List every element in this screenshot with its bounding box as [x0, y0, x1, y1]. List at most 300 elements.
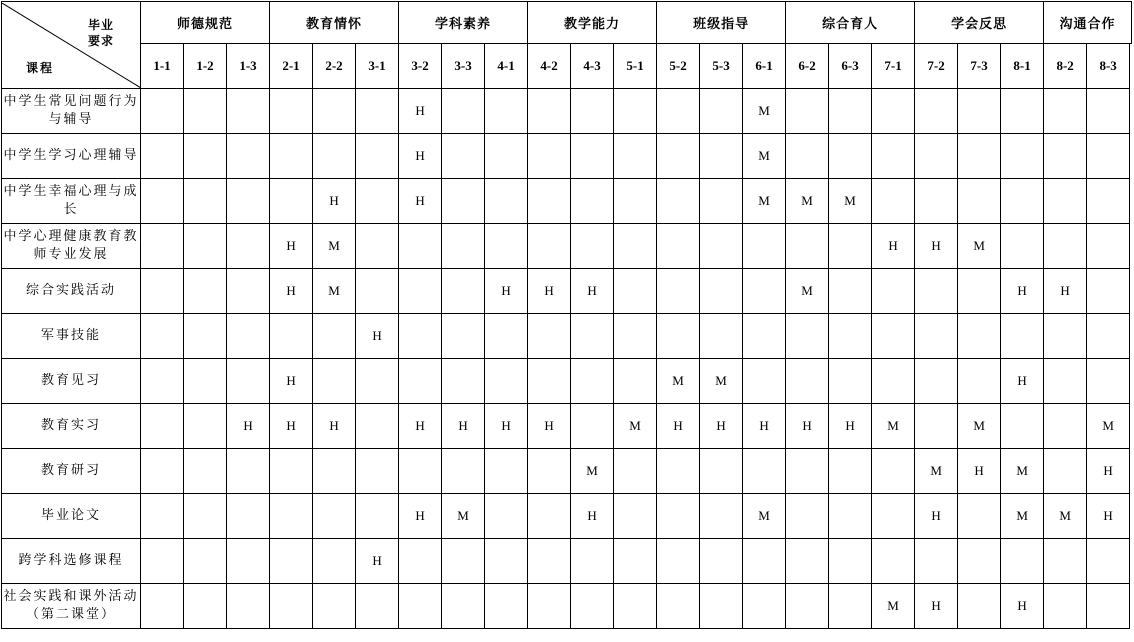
course-name-cell: 军事技能 — [2, 314, 141, 359]
support-level-cell — [872, 269, 915, 314]
group-header-5: 班级指导 — [657, 2, 786, 44]
support-level-cell — [184, 539, 227, 584]
support-level-cell: H — [270, 224, 313, 269]
support-level-cell — [227, 584, 270, 629]
support-level-cell — [141, 269, 184, 314]
support-level-cell: M — [313, 224, 356, 269]
subcolumn-header-6-3: 6-3 — [829, 44, 872, 89]
table-row — [2, 359, 1132, 404]
support-level-cell — [829, 539, 872, 584]
support-level-cell — [872, 449, 915, 494]
support-level-cell — [270, 449, 313, 494]
support-level-cell — [442, 449, 485, 494]
support-level-cell — [528, 359, 571, 404]
table-row — [2, 449, 1132, 494]
support-level-cell — [399, 269, 442, 314]
support-level-cell — [1001, 404, 1044, 449]
support-level-cell — [743, 539, 786, 584]
subcolumn-header-7-1: 7-1 — [872, 44, 915, 89]
support-level-cell — [743, 359, 786, 404]
support-level-cell — [184, 449, 227, 494]
support-level-cell — [700, 89, 743, 134]
support-level-cell — [1001, 539, 1044, 584]
table-row — [2, 269, 1132, 314]
header-subcolumn-row — [2, 44, 1132, 89]
support-level-cell — [614, 269, 657, 314]
group-header-6: 综合育人 — [786, 2, 915, 44]
support-level-cell — [227, 539, 270, 584]
support-level-cell — [657, 179, 700, 224]
support-level-cell — [485, 134, 528, 179]
support-level-cell — [485, 539, 528, 584]
subcolumn-header-1-1: 1-1 — [141, 44, 184, 89]
support-level-cell — [1087, 179, 1130, 224]
support-level-cell — [700, 179, 743, 224]
subcolumn-header-5-3: 5-3 — [700, 44, 743, 89]
support-level-cell — [872, 179, 915, 224]
support-level-cell — [227, 269, 270, 314]
support-level-cell — [313, 494, 356, 539]
support-level-cell: M — [872, 584, 915, 629]
support-level-cell — [356, 179, 399, 224]
support-level-cell — [872, 539, 915, 584]
table-row — [2, 224, 1132, 269]
group-header-8: 沟通合作 — [1044, 2, 1132, 44]
support-level-cell — [657, 449, 700, 494]
support-level-cell — [786, 449, 829, 494]
support-level-cell: H — [313, 179, 356, 224]
subcolumn-header-8-2: 8-2 — [1044, 44, 1087, 89]
support-level-cell — [915, 404, 958, 449]
support-level-cell: H — [958, 449, 1001, 494]
support-level-cell: M — [614, 404, 657, 449]
support-level-cell — [786, 359, 829, 404]
support-level-cell: H — [442, 404, 485, 449]
support-level-cell: M — [743, 89, 786, 134]
support-level-cell — [399, 359, 442, 404]
course-name-cell: 社会实践和课外活动（第二课堂） — [2, 584, 141, 629]
subcolumn-header-8-3: 8-3 — [1087, 44, 1130, 89]
support-level-cell — [141, 224, 184, 269]
support-level-cell — [1001, 134, 1044, 179]
course-name-cell: 中学心理健康教育教师专业发展 — [2, 224, 141, 269]
support-level-cell — [528, 314, 571, 359]
support-level-cell — [485, 89, 528, 134]
support-level-cell — [614, 449, 657, 494]
subcolumn-header-2-1: 2-1 — [270, 44, 313, 89]
subcolumn-header-4-3: 4-3 — [571, 44, 614, 89]
support-level-cell — [141, 404, 184, 449]
support-level-cell — [786, 494, 829, 539]
support-level-cell: H — [1087, 449, 1130, 494]
support-level-cell — [700, 269, 743, 314]
support-level-cell — [1001, 89, 1044, 134]
support-level-cell — [614, 224, 657, 269]
support-level-cell: M — [571, 449, 614, 494]
support-level-cell — [141, 314, 184, 359]
support-level-cell: M — [915, 449, 958, 494]
support-level-cell — [184, 314, 227, 359]
support-level-cell — [313, 314, 356, 359]
support-level-cell — [313, 449, 356, 494]
support-level-cell — [743, 224, 786, 269]
support-level-cell — [442, 179, 485, 224]
header-group-row — [2, 2, 1132, 44]
support-level-cell — [915, 359, 958, 404]
support-level-cell — [614, 494, 657, 539]
corner-header-cell — [2, 2, 141, 89]
support-level-cell: M — [743, 179, 786, 224]
support-level-cell — [184, 269, 227, 314]
support-level-cell: M — [829, 179, 872, 224]
course-name-cell: 教育研习 — [2, 449, 141, 494]
support-level-cell — [313, 584, 356, 629]
subcolumn-header-6-2: 6-2 — [786, 44, 829, 89]
support-level-cell — [528, 449, 571, 494]
support-level-cell — [528, 584, 571, 629]
support-level-cell: H — [399, 89, 442, 134]
support-level-cell — [700, 494, 743, 539]
course-name-cell: 跨学科选修课程 — [2, 539, 141, 584]
support-level-cell — [1087, 269, 1130, 314]
support-level-cell — [571, 89, 614, 134]
support-level-cell: M — [958, 224, 1001, 269]
course-name-cell: 综合实践活动 — [2, 269, 141, 314]
support-level-cell — [872, 134, 915, 179]
support-level-cell — [614, 359, 657, 404]
support-level-cell — [614, 89, 657, 134]
support-level-cell: M — [1087, 404, 1130, 449]
support-level-cell — [1001, 179, 1044, 224]
support-level-cell: H — [829, 404, 872, 449]
support-level-cell — [1044, 179, 1087, 224]
support-level-cell — [786, 584, 829, 629]
support-level-cell — [399, 314, 442, 359]
support-level-cell: H — [270, 359, 313, 404]
support-level-cell — [657, 134, 700, 179]
support-level-cell — [184, 584, 227, 629]
course-name-cell: 教育见习 — [2, 359, 141, 404]
support-level-cell — [270, 584, 313, 629]
support-level-cell — [743, 584, 786, 629]
support-level-cell: H — [1001, 359, 1044, 404]
support-level-cell — [571, 539, 614, 584]
support-level-cell — [958, 269, 1001, 314]
subcolumn-header-3-3: 3-3 — [442, 44, 485, 89]
support-level-cell — [1044, 134, 1087, 179]
support-level-cell — [313, 539, 356, 584]
support-level-cell — [141, 179, 184, 224]
support-level-cell — [786, 134, 829, 179]
support-level-cell: M — [1044, 494, 1087, 539]
support-level-cell — [1087, 584, 1130, 629]
support-level-cell — [571, 179, 614, 224]
support-level-cell — [700, 314, 743, 359]
support-level-cell — [915, 314, 958, 359]
support-level-cell — [700, 224, 743, 269]
table-row — [2, 494, 1132, 539]
support-level-cell — [313, 89, 356, 134]
subcolumn-header-3-2: 3-2 — [399, 44, 442, 89]
support-level-cell — [1087, 224, 1130, 269]
support-level-cell — [829, 584, 872, 629]
support-level-cell: H — [399, 134, 442, 179]
support-level-cell — [915, 134, 958, 179]
support-level-cell — [270, 89, 313, 134]
support-level-cell: M — [313, 269, 356, 314]
corner-diagonal-line — [2, 3, 141, 88]
support-level-cell — [485, 359, 528, 404]
support-level-cell — [571, 404, 614, 449]
subcolumn-header-6-1: 6-1 — [743, 44, 786, 89]
support-level-cell — [700, 584, 743, 629]
support-level-cell — [829, 134, 872, 179]
support-level-cell — [1044, 449, 1087, 494]
support-level-cell — [1001, 224, 1044, 269]
support-level-cell — [1044, 359, 1087, 404]
subcolumn-header-5-2: 5-2 — [657, 44, 700, 89]
support-level-cell — [1044, 224, 1087, 269]
support-level-cell — [270, 134, 313, 179]
course-name-cell: 教育实习 — [2, 404, 141, 449]
support-level-cell — [485, 494, 528, 539]
group-header-1: 师德规范 — [141, 2, 270, 44]
support-level-cell — [141, 359, 184, 404]
support-level-cell — [872, 89, 915, 134]
support-level-cell — [743, 449, 786, 494]
support-level-cell — [485, 314, 528, 359]
course-name-cell: 中学生学习心理辅导 — [2, 134, 141, 179]
support-level-cell — [442, 359, 485, 404]
support-level-cell: M — [743, 134, 786, 179]
support-level-cell — [485, 449, 528, 494]
support-level-cell — [1044, 584, 1087, 629]
support-level-cell — [184, 359, 227, 404]
support-level-cell: H — [528, 404, 571, 449]
support-level-cell — [700, 539, 743, 584]
support-level-cell — [657, 584, 700, 629]
support-level-cell — [270, 539, 313, 584]
course-name-cell: 中学生幸福心理与成长 — [2, 179, 141, 224]
support-level-cell — [270, 314, 313, 359]
support-level-cell — [872, 359, 915, 404]
support-level-cell: M — [743, 494, 786, 539]
support-level-cell — [141, 494, 184, 539]
support-level-cell — [786, 224, 829, 269]
table-row — [2, 404, 1132, 449]
support-level-cell — [442, 134, 485, 179]
support-level-cell — [356, 134, 399, 179]
support-level-cell: H — [657, 404, 700, 449]
support-level-cell: H — [399, 179, 442, 224]
support-level-cell: H — [743, 404, 786, 449]
support-level-cell — [829, 359, 872, 404]
support-level-cell — [184, 134, 227, 179]
support-level-cell — [958, 494, 1001, 539]
support-level-cell: H — [571, 269, 614, 314]
course-requirement-matrix — [1, 1, 1132, 629]
support-level-cell — [958, 314, 1001, 359]
support-level-cell — [1044, 314, 1087, 359]
support-level-cell — [227, 314, 270, 359]
support-level-cell — [743, 314, 786, 359]
support-level-cell: H — [356, 314, 399, 359]
support-level-cell: H — [528, 269, 571, 314]
support-level-cell — [1087, 539, 1130, 584]
support-level-cell — [915, 89, 958, 134]
support-level-cell — [184, 89, 227, 134]
subcolumn-header-1-2: 1-2 — [184, 44, 227, 89]
corner-course-label: 课程 — [26, 60, 55, 75]
support-level-cell: H — [1001, 269, 1044, 314]
support-level-cell — [485, 179, 528, 224]
support-level-cell — [1087, 89, 1130, 134]
support-level-cell — [1044, 89, 1087, 134]
support-level-cell — [442, 89, 485, 134]
table-row — [2, 134, 1132, 179]
support-level-cell: H — [356, 539, 399, 584]
support-level-cell — [1087, 359, 1130, 404]
support-level-cell: H — [270, 269, 313, 314]
support-level-cell — [614, 179, 657, 224]
subcolumn-header-4-2: 4-2 — [528, 44, 571, 89]
support-level-cell — [184, 179, 227, 224]
support-level-cell — [442, 584, 485, 629]
support-level-cell — [528, 179, 571, 224]
support-level-cell: M — [442, 494, 485, 539]
table-row — [2, 179, 1132, 224]
support-level-cell — [786, 89, 829, 134]
support-level-cell — [356, 269, 399, 314]
support-level-cell — [356, 494, 399, 539]
support-level-cell — [141, 539, 184, 584]
support-level-cell: M — [786, 179, 829, 224]
support-level-cell — [786, 539, 829, 584]
support-level-cell — [442, 539, 485, 584]
support-level-cell — [399, 584, 442, 629]
support-level-cell — [958, 179, 1001, 224]
support-level-cell: M — [786, 269, 829, 314]
table-row — [2, 314, 1132, 359]
support-level-cell: H — [915, 224, 958, 269]
support-level-cell — [571, 224, 614, 269]
table-row — [2, 89, 1132, 134]
support-level-cell — [227, 134, 270, 179]
support-level-cell: H — [485, 404, 528, 449]
support-level-cell — [141, 584, 184, 629]
support-level-cell — [528, 89, 571, 134]
support-level-cell — [485, 584, 528, 629]
support-level-cell — [184, 224, 227, 269]
support-level-cell — [915, 539, 958, 584]
support-level-cell — [184, 494, 227, 539]
support-level-cell — [141, 89, 184, 134]
support-level-cell — [227, 359, 270, 404]
group-header-4: 教学能力 — [528, 2, 657, 44]
support-level-cell: H — [915, 494, 958, 539]
support-level-cell: H — [313, 404, 356, 449]
support-level-cell — [356, 449, 399, 494]
subcolumn-header-4-1: 4-1 — [485, 44, 528, 89]
support-level-cell — [442, 224, 485, 269]
support-level-cell — [958, 134, 1001, 179]
support-level-cell — [356, 404, 399, 449]
support-level-cell: H — [700, 404, 743, 449]
subcolumn-header-7-2: 7-2 — [915, 44, 958, 89]
support-level-cell: H — [485, 269, 528, 314]
support-level-cell: H — [1087, 494, 1130, 539]
support-level-cell — [528, 494, 571, 539]
support-level-cell — [958, 89, 1001, 134]
corner-graduation-requirement-label: 毕业要求 — [87, 17, 114, 48]
support-level-cell — [442, 314, 485, 359]
table-row — [2, 584, 1132, 629]
support-level-cell — [657, 314, 700, 359]
support-level-cell — [657, 89, 700, 134]
support-level-cell — [743, 269, 786, 314]
support-level-cell — [829, 269, 872, 314]
support-level-cell: H — [571, 494, 614, 539]
support-level-cell — [1001, 314, 1044, 359]
support-level-cell: H — [872, 224, 915, 269]
support-level-cell — [313, 359, 356, 404]
support-level-cell — [227, 494, 270, 539]
support-level-cell — [313, 134, 356, 179]
subcolumn-header-5-1: 5-1 — [614, 44, 657, 89]
support-level-cell — [614, 134, 657, 179]
support-level-cell — [829, 224, 872, 269]
support-level-cell — [614, 539, 657, 584]
support-level-cell: M — [1001, 449, 1044, 494]
group-header-7: 学会反思 — [915, 2, 1044, 44]
group-header-3: 学科素养 — [399, 2, 528, 44]
support-level-cell — [958, 584, 1001, 629]
support-level-cell: H — [270, 404, 313, 449]
support-level-cell — [657, 494, 700, 539]
support-level-cell — [356, 584, 399, 629]
support-level-cell — [227, 449, 270, 494]
support-level-cell — [657, 224, 700, 269]
support-level-cell: H — [915, 584, 958, 629]
subcolumn-header-7-3: 7-3 — [958, 44, 1001, 89]
support-level-cell: M — [1001, 494, 1044, 539]
support-level-cell — [571, 134, 614, 179]
support-level-cell: H — [1044, 269, 1087, 314]
support-level-cell — [700, 449, 743, 494]
support-level-cell — [399, 539, 442, 584]
support-level-cell — [442, 269, 485, 314]
support-level-cell — [184, 404, 227, 449]
support-level-cell — [528, 224, 571, 269]
course-name-cell: 毕业论文 — [2, 494, 141, 539]
support-level-cell — [399, 449, 442, 494]
support-level-cell — [356, 359, 399, 404]
support-level-cell: H — [227, 404, 270, 449]
support-level-cell — [528, 134, 571, 179]
support-level-cell — [270, 179, 313, 224]
support-level-cell — [227, 89, 270, 134]
support-level-cell — [399, 224, 442, 269]
support-level-cell — [958, 359, 1001, 404]
support-level-cell — [657, 539, 700, 584]
table-row — [2, 539, 1132, 584]
subcolumn-header-1-3: 1-3 — [227, 44, 270, 89]
support-level-cell — [1087, 134, 1130, 179]
support-level-cell — [141, 134, 184, 179]
support-level-cell — [829, 449, 872, 494]
support-level-cell — [571, 359, 614, 404]
support-level-cell — [872, 494, 915, 539]
